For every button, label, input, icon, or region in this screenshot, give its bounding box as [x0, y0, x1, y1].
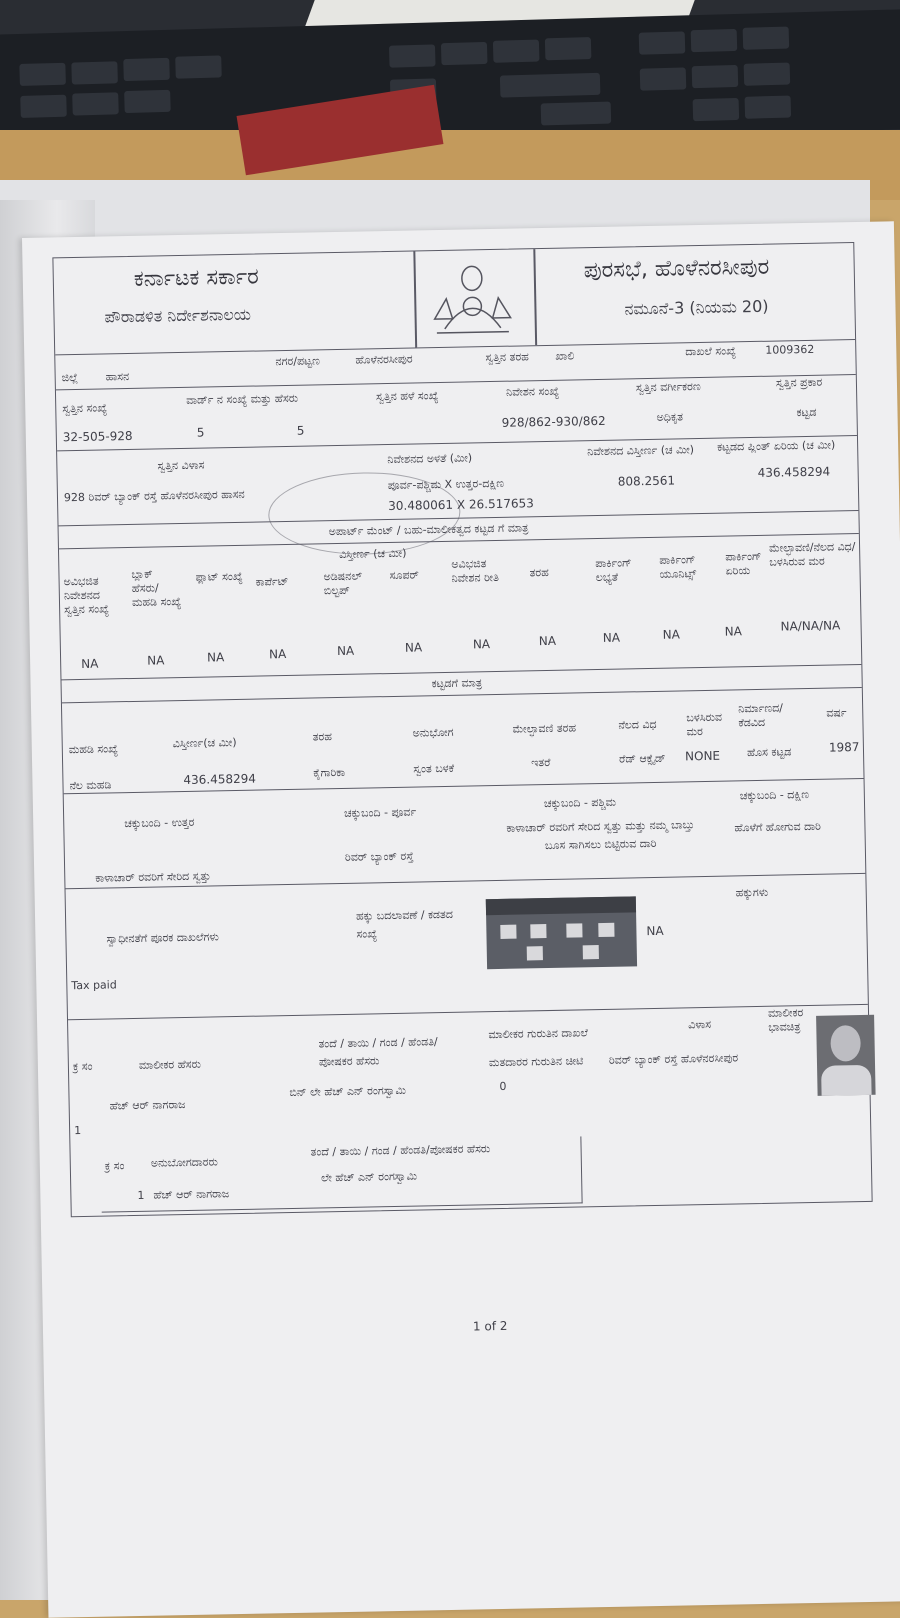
apt-col-flat: ಫ್ಲಾಟ್ ಸಂಖ್ಯೆ [195, 569, 243, 584]
site-area-label: ನಿವೇಶನದ ವಿಸ್ತೀರ್ಣ (ಚ ಮೀ) [587, 443, 695, 459]
bld-col-usage: ಅನುಭೋಗ [412, 725, 454, 740]
property-photo [486, 896, 637, 969]
owner-address: ರಿವರ್ ಬ್ಯಾಂಕ್ ರಸ್ತೆ ಹೊಳೆನರಸೀಪುರ [608, 1051, 739, 1067]
bld-col-area: ವಿಸ್ತೀರ್ಣ(ಚ ಮೀ) [172, 735, 237, 751]
apt-col-roof-floor: ಮೇಲ್ಛಾವಣಿ/ನೆಲದ ವಿಧ/ಬಳಸಿರುವ ಮರ [768, 540, 856, 569]
old-no-label: ಸ್ವತ್ತಿನ ಹಳೆ ಸಂಖ್ಯೆ [375, 389, 439, 404]
apt-col-type: ತರಹ [529, 565, 549, 580]
apt-value: NA [336, 643, 355, 659]
owner-name-label: ಮಾಲೀಕರ ಹೆಸರು [138, 1057, 202, 1072]
dimensions-value: 30.480061 X 26.517653 [388, 496, 534, 514]
apt-col-parking-units: ಪಾರ್ಕಿಂಗ್ ಯೂನಿಟ್ಸ್ [659, 553, 697, 581]
apt-col-parking-area: ಪಾರ್ಕಿಂಗ್ ಏರಿಯ [725, 549, 762, 578]
apt-value: NA [662, 627, 681, 642]
type-label: ಸ್ವತ್ತಿನ ತರಹ [485, 350, 529, 365]
page-number: 1 of 2 [472, 1318, 508, 1334]
apt-col-carpet: ಕಾರ್ಪೆಟ್ [255, 574, 289, 589]
classification-label: ಸ್ವತ್ತಿನ ವರ್ಗೀಕರಣ [635, 379, 701, 395]
owner-photo-label: ಮಾಲೀಕರ ಭಾವಚಿತ್ರ [767, 1006, 804, 1034]
occupant-father-label: ತಂದೆ / ತಾಯಿ / ಗಂಡ / ಹೆಂಡತಿ/ಪೋಷಕರ ಹೆಸರು [310, 1142, 491, 1159]
city-value: ಹೊಳೆನರಸೀಪುರ [355, 352, 413, 367]
property-address: 928 ರಿವರ್ ಬ್ಯಾಂಕ್ ರಸ್ತೆ ಹೊಳೆನರಸೀಪುರ ಹಾಸನ [63, 487, 245, 505]
apt-value: NA [724, 624, 743, 639]
record-label: ದಾಖಲೆ ಸಂಖ್ಯೆ [685, 344, 737, 359]
form-header [53, 243, 855, 355]
bld-floor-value: ನೆಲ ಮಹಡಿ [69, 778, 112, 793]
apartment-area-group: ವಿಸ್ತೀರ್ಣ (ಚ ಮೀ) [339, 546, 407, 561]
site-area-value: 808.2561 [617, 473, 676, 489]
documents-row [66, 874, 868, 1020]
east-boundary-label: ಚಕ್ಕುಬಂದಿ - ಪೂರ್ವ [343, 805, 417, 820]
type-value: ಖಾಲಿ [555, 349, 575, 363]
bld-usage-value: ಸ್ವಂತ ಬಳಕೆ [413, 761, 455, 776]
state-emblem-icon [425, 257, 519, 339]
occupant-row [70, 1131, 871, 1216]
dept-title: ಪೌರಾಡಳಿತ ನಿರ್ದೇಶನಾಲಯ [104, 304, 252, 327]
dimensions-axis: ಪೂರ್ವ-ಪಶ್ಚಿಮ X ಉತ್ತರ-ದಕ್ಷಿಣ [387, 476, 505, 493]
owner-father-label: ತಂದೆ / ತಾಯಿ / ಗಂಡ / ಹೆಂಡತಿ/ಪೋಷಕರ ಹೆಸರು [318, 1035, 438, 1069]
property-no-label: ಸ್ವತ್ತಿನ ಸಂಖ್ಯೆ [62, 401, 108, 416]
property-form [52, 242, 872, 1217]
voter-id-label: ಮತದಾರರ ಗುರುತಿನ ಚೀಟಿ [488, 1054, 584, 1070]
apt-value: NA [472, 637, 491, 652]
district-label: ಜಿಲ್ಲೆ [61, 370, 79, 385]
bld-col-floor: ಮಹಡಿ ಸಂಖ್ಯೆ [68, 742, 119, 757]
keyboard [0, 0, 900, 150]
survey-number: 928/862-930/862 [501, 413, 606, 430]
bld-col-roof: ಮೇಲ್ಛಾವಣಿ ತರಹ [512, 721, 577, 736]
rights-label: ಹಕ್ಕುಗಳು [735, 885, 769, 900]
owner-row [68, 1005, 870, 1146]
bld-col-year: ವರ್ಷ [826, 706, 847, 720]
property-document [22, 221, 900, 1617]
apartment-table [59, 534, 861, 680]
district-value: ಹಾಸನ [105, 369, 130, 384]
owner-name: ಹೆಚ್ ಆರ್ ನಾಗರಾಜ [109, 1098, 186, 1113]
kind-label: ಸ್ವತ್ತಿನ ಪ್ರಕಾರ [775, 375, 823, 390]
classification-value: ಅಧಿಕೃತ [656, 410, 684, 424]
apt-value: NA [538, 633, 557, 649]
owner-address-label: ವಿಳಾಸ [688, 1017, 712, 1032]
form-number: ನಮೂನೆ-3 (ನಿಯಮ 20) [624, 296, 769, 319]
transfer-file-label: ಹಕ್ಕು ಬದಲಾವಣೆ / ಕಡತದ ಸಂಖ್ಯೆ [355, 907, 454, 941]
bld-col-construction: ನಿರ್ಮಾಣದ/ ಕೆಡವಿದ [738, 701, 784, 730]
occupant-name-label: ಅನುಬೋಗದಾರರು [150, 1155, 218, 1170]
bld-construction-value: ಹೊಸ ಕಟ್ಟಡ [746, 745, 792, 760]
apt-value: NA [268, 647, 287, 662]
bld-col-type: ತರಹ [312, 730, 333, 744]
east-boundary: ರಿವರ್ ಬ್ಯಾಂಕ್ ರಸ್ತೆ [344, 849, 414, 864]
occupant-sl: 1 [137, 1188, 145, 1202]
occupant-father-name: ಲೇ ಹೆಚ್ ಎನ್ ರಂಗಸ್ವಾಮಿ [320, 1169, 418, 1185]
apt-col-block: ಬ್ಲಾಕ್ ಹೆಸರು/ ಮಹಡಿ ಸಂಖ್ಯೆ [131, 567, 182, 609]
voter-id-value: 0 [499, 1079, 507, 1093]
owner-sl: 1 [74, 1124, 82, 1138]
govt-title: ಕರ್ನಾಟಕ ಸರ್ಕಾರ [133, 264, 259, 292]
plinth-area-label: ಕಟ್ಟಡದ ಪ್ಲಿಂತ್ ಏರಿಯ (ಚ ಮೀ) [717, 438, 836, 454]
owner-id-label: ಮಾಲೀಕರ ಗುರುತಿನ ದಾಖಲೆ [488, 1026, 589, 1042]
west-boundary-label: ಚಕ್ಕುಬಂದಿ - ಪಶ್ಚಿಮ [543, 795, 617, 811]
apt-value: NA [206, 650, 225, 665]
ward-label: ವಾರ್ಡ್ ನ ಸಂಖ್ಯೆ ಮತ್ತು ಹೆಸರು [186, 391, 299, 407]
address-label: ಸ್ವತ್ತಿನ ವಿಳಾಸ [157, 458, 205, 473]
building-section-title: ಕಟ್ಟಡಗೆ ಮಾತ್ರ [431, 676, 483, 691]
survey-label: ನಿವೇಶನ ಸಂಖ್ಯೆ [505, 384, 560, 399]
south-boundary: ಹೊಳೆಗೆ ಹೋಗುವ ದಾರಿ [734, 819, 822, 835]
apartment-section-title: ಅಪಾರ್ಟ್ ಮೆಂಟ್ / ಬಹು-ಮಾಲೀಕತ್ವದ ಕಟ್ಟಡ ಗೆ ಮಾತ್ರ [328, 521, 529, 539]
ward-number: 5 [196, 425, 205, 440]
boundaries-row [64, 779, 866, 889]
occupant-name: ಹೆಚ್ ಆರ್ ನಾಗರಾಜ [153, 1187, 230, 1202]
owner-sl-label: ಕ್ರ ಸಂ [72, 1059, 93, 1074]
plinth-area-value: 436.458294 [757, 464, 831, 480]
bld-area-value: 436.458294 [183, 771, 257, 787]
owner-photo [816, 1015, 876, 1096]
apt-value: NA [602, 630, 621, 645]
bld-col-wood: ಬಳಸಿರುವ ಮರ [686, 710, 723, 739]
occupant-sl-label: ಕ್ರ ಸಂ [104, 1159, 125, 1173]
west-boundary: ಕಾಳಾಚಾರ್ ರವರಿಗೆ ಸೇರಿದ ಸ್ವತ್ತು ಮತ್ತು ನಮ್ಮ ಬಾಬ್ತು ಬೂಸ ಸಾಗಿಸಲು ಬಿಟ್ಟಿರುವ ದಾರಿ [506, 818, 695, 853]
apt-value: NA [404, 640, 423, 655]
north-boundary-label: ಚಕ್ಕುಬಂದಿ - ಉತ್ತರ [124, 815, 195, 831]
bld-wood-value: NONE [684, 748, 721, 764]
apt-col-undivided-no: ಅವಿಭಜಿತ ನಿವೇಶನದ ಸ್ವತ್ತಿನ ಸಂಖ್ಯೆ [63, 574, 110, 617]
bld-year-value: 1987 [828, 740, 860, 755]
rights-value: NA [646, 923, 664, 939]
apt-col-super: ಸೂಪರ್ [389, 568, 419, 583]
supporting-docs-label: ಸ್ವಾಧೀನತೆಗೆ ಪೂರಕ ದಾಖಲೆಗಳು [106, 930, 219, 946]
apt-value: NA [81, 656, 99, 671]
dimensions-label: ನಿವೇಶನದ ಅಳತೆ (ಮೀ) [387, 451, 473, 467]
bld-col-floor-type: ನೆಲದ ವಿಧ [618, 717, 657, 732]
municipality-title: ಪುರಸಭೆ, ಹೊಳೆನರಸೀಪುರ [583, 254, 770, 284]
apt-value: NA/NA/NA [780, 618, 841, 634]
owner-father-name: ಬಿನ್ ಲೇ ಹೆಚ್ ಎನ್ ರಂಗಸ್ವಾಮಿ [289, 1083, 407, 1100]
bld-type-value: ಕೈಗಾರಿಕಾ [313, 765, 346, 780]
apt-col-additional: ಅಡಿಷನಲ್ ಬಿಲ್ಟಪ್ [323, 569, 363, 598]
kind-value: ಕಟ್ಟಡ [796, 405, 817, 420]
old-number: 5 [296, 423, 305, 438]
south-boundary-label: ಚಕ್ಕುಬಂದಿ - ದಕ್ಷಿಣ [739, 787, 810, 803]
building-table [62, 688, 864, 794]
north-boundary: ಕಾಳಾಚಾರ್ ರವರಿಗೆ ಸೇರಿದ ಸ್ವತ್ತು [95, 869, 211, 885]
city-label: ನಗರ/ಪಟ್ಟಣ [275, 354, 320, 369]
apt-col-undivided-type: ಅವಿಭಜಿತ ನಿವೇಶನ ರೀತಿ [451, 557, 499, 585]
tax-status: Tax paid [71, 978, 117, 993]
apt-value: NA [147, 653, 165, 668]
bld-floor-type-value: ರೆಡ್ ಆಕ್ಸೈಡ್ [618, 751, 666, 766]
record-number: 1009362 [765, 342, 815, 357]
bld-roof-value: ಇತರೆ [531, 755, 551, 770]
property-number: 32-505-928 [62, 428, 133, 445]
apt-col-parking: ಪಾರ್ಕಿಂಗ್ ಲಭ್ಯತೆ [595, 556, 632, 585]
